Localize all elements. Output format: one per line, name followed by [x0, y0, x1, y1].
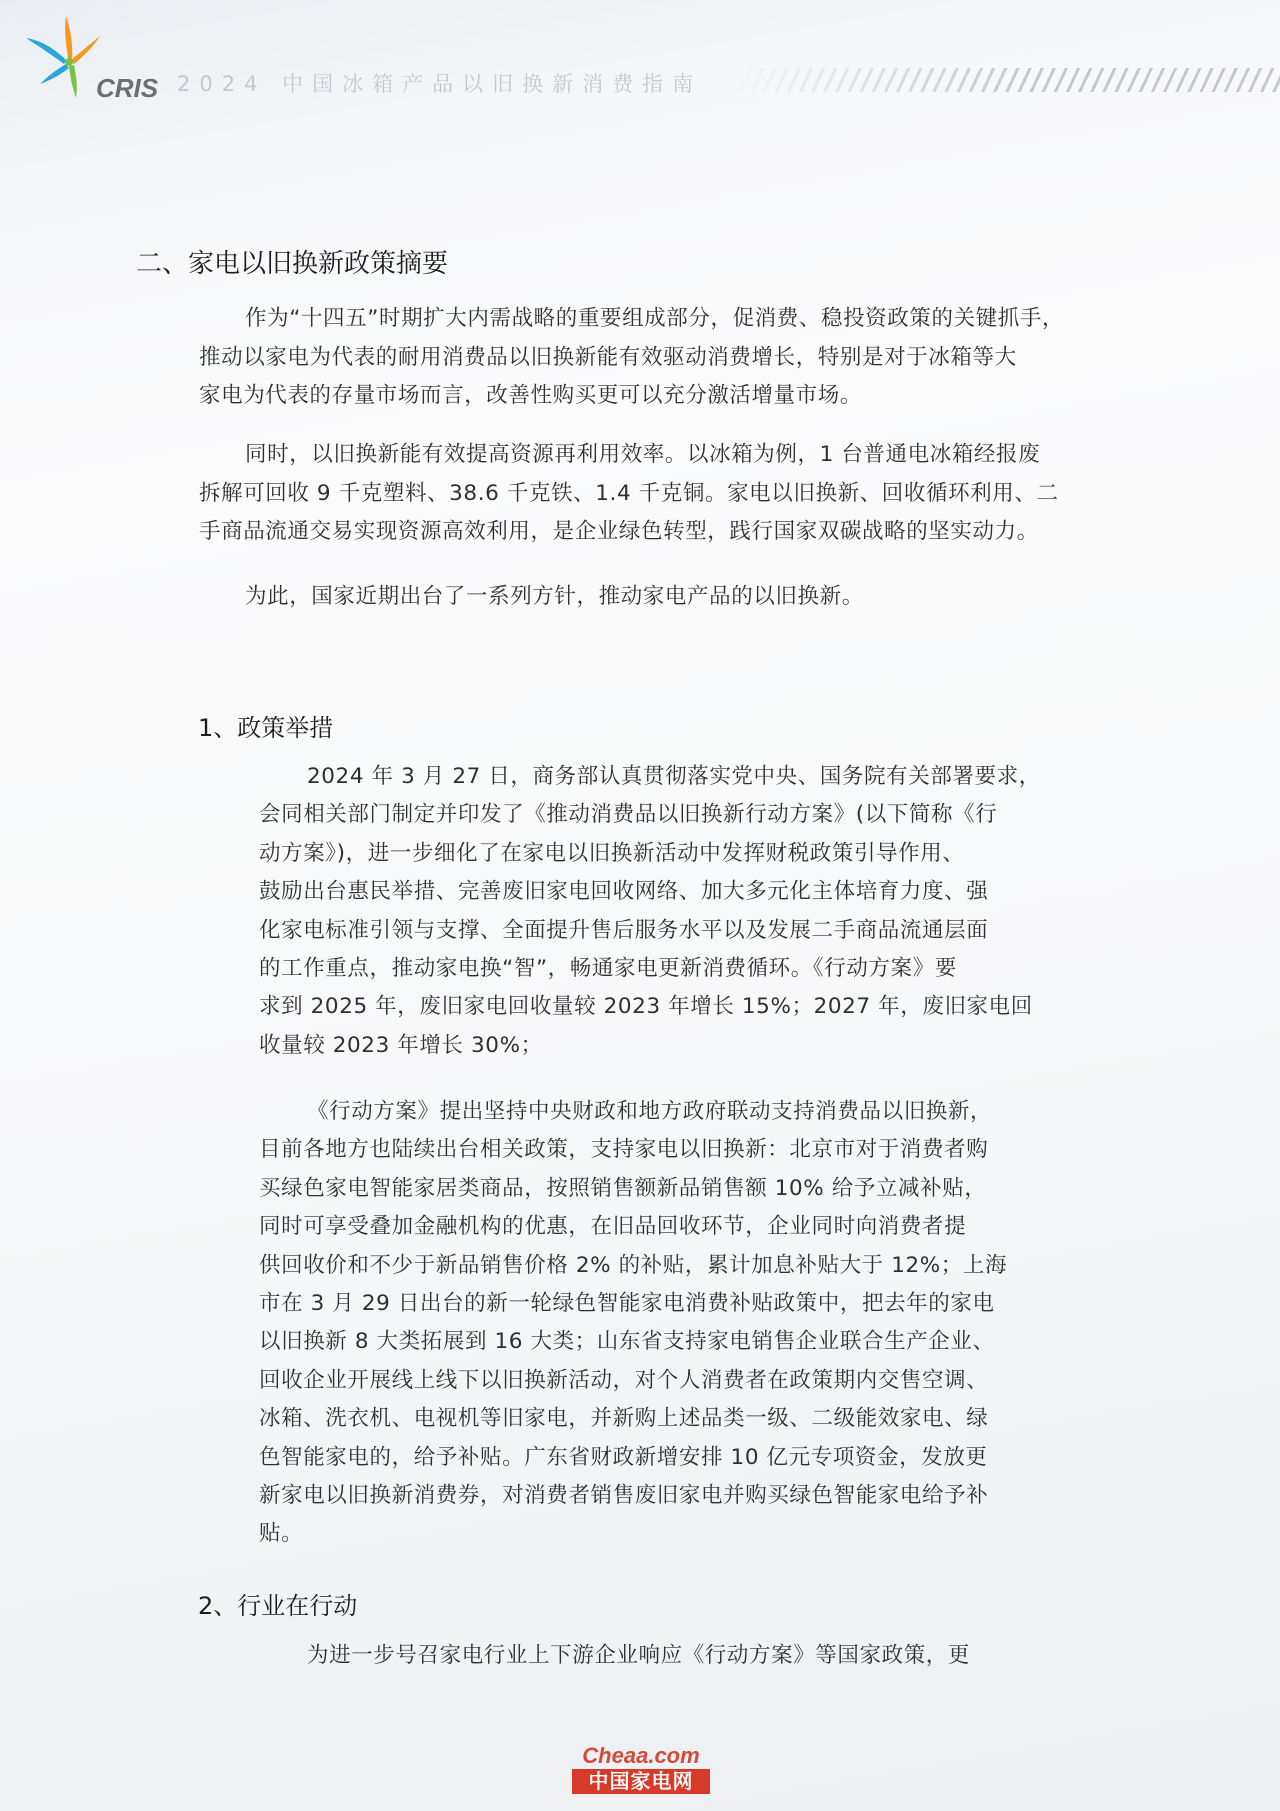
text-line: 鼓励出台惠民举措、完善废旧家电回收网络、加大多元化主体培育力度、强	[259, 879, 989, 905]
text-line: 化家电标准引领与支撑、全面提升售后服务水平以及发展二手商品流通层面	[259, 917, 989, 943]
industry-subtitle: 2、行业在行动	[198, 1592, 358, 1620]
header-title: 2024 中国冰箱产品以旧换新消费指南	[177, 72, 703, 96]
text-line: 《行动方案》提出坚持中央财政和地方政府联动支持消费品以旧换新，	[307, 1099, 993, 1124]
text-line: 买绿色家电智能家居类商品，按照销售额新品销售额 10% 给予立减补贴，	[259, 1175, 987, 1201]
intro-paragraph-3	[199, 578, 1149, 617]
policy-subtitle: 1、政策举措	[198, 714, 334, 742]
text-line: 为此，国家近期出台了一系列方针，推动家电产品的以旧换新。	[245, 584, 864, 609]
text-line: 同时，以旧换新能有效提高资源再利用效率。以冰箱为例，1 台普通电冰箱经报废	[245, 442, 1041, 467]
text-line: 收量较 2023 年增长 30%；	[259, 1032, 543, 1058]
intro-paragraph-1	[199, 300, 1149, 416]
text-line: 推动以家电为代表的耐用消费品以旧换新能有效驱动消费增长，特别是对于冰箱等大	[199, 344, 1017, 370]
text-line: 回收企业开展线上线下以旧换新活动，对个人消费者在政策期内交售空调、	[259, 1367, 989, 1393]
cheaa-footer-logo	[570, 1744, 712, 1796]
text-line: 市在 3 月 29 日出台的新一轮绿色智能家电消费补贴政策中，把去年的家电	[259, 1290, 995, 1316]
text-line: 家电为代表的存量市场而言，改善性购买更可以充分激活增量市场。	[199, 383, 863, 408]
page-header	[0, 0, 1280, 110]
text-line: 新家电以旧换新消费券，对消费者销售废旧家电并购买绿色智能家电给予补	[259, 1482, 989, 1508]
footer-site-cn: 中国家电网	[572, 1769, 710, 1794]
text-line: 2024 年 3 月 27 日，商务部认真贯彻落实党中央、国务院有关部署要求，	[307, 764, 1041, 789]
policy-paragraph-1	[259, 758, 1089, 1065]
text-line: 色智能家电的，给予补贴。广东省财政新增安排 10 亿元专项资金，发放更	[259, 1444, 988, 1470]
section-title: 二、家电以旧换新政策摘要	[136, 249, 449, 279]
text-line: 求到 2025 年，废旧家电回收量较 2023 年增长 15%；2027 年，废旧家电回	[259, 994, 1033, 1020]
industry-paragraph-1	[259, 1637, 1089, 1675]
text-line: 供回收价和不少于新品销售价格 2% 的补贴，累计加息补贴大于 12%；上海	[259, 1252, 1008, 1278]
text-line: 会同相关部门制定并印发了《推动消费品以旧换新行动方案》(以下简称《行	[259, 802, 998, 828]
text-line: 动方案》)，进一步细化了在家电以旧换新活动中发挥财税政策引导作用、	[259, 840, 965, 866]
logo-text: CRIS	[96, 73, 159, 103]
text-line: 冰箱、洗衣机、电视机等旧家电，并新购上述品类一级、二级能效家电、绿	[259, 1406, 989, 1432]
text-line: 作为“十四五”时期扩大内需战略的重要组成部分，促消费、稳投资政策的关键抓手，	[245, 306, 1065, 331]
text-line: 为进一步号召家电行业上下游企业响应《行动方案》等国家政策，更	[307, 1643, 971, 1668]
text-line: 目前各地方也陆续出台相关政策，支持家电以旧换新：北京市对于消费者购	[259, 1137, 989, 1163]
text-line: 以旧换新 8 大类拓展到 16 大类；山东省支持家电销售企业联合生产企业、	[259, 1329, 995, 1355]
policy-paragraph-2	[259, 1093, 1089, 1554]
intro-paragraph-2	[199, 436, 1149, 552]
footer-site-en: Cheaa.com	[582, 1743, 700, 1768]
cris-logo	[26, 14, 159, 104]
header-stripes-decoration	[725, 68, 1280, 92]
text-line: 贴。	[259, 1521, 304, 1547]
text-line: 的工作重点，推动家电换“智”，畅通家电更新消费循环。《行动方案》要	[259, 955, 957, 981]
text-line: 同时可享受叠加金融机构的优惠，在旧品回收环节，企业同时向消费者提	[259, 1214, 967, 1240]
text-line: 拆解可回收 9 千克塑料、38.6 千克铁、1.4 千克铜。家电以旧换新、回收循环利用、二	[199, 480, 1059, 506]
text-line: 手商品流通交易实现资源高效利用，是企业绿色转型，践行国家双碳战略的坚实动力。	[199, 519, 1039, 544]
